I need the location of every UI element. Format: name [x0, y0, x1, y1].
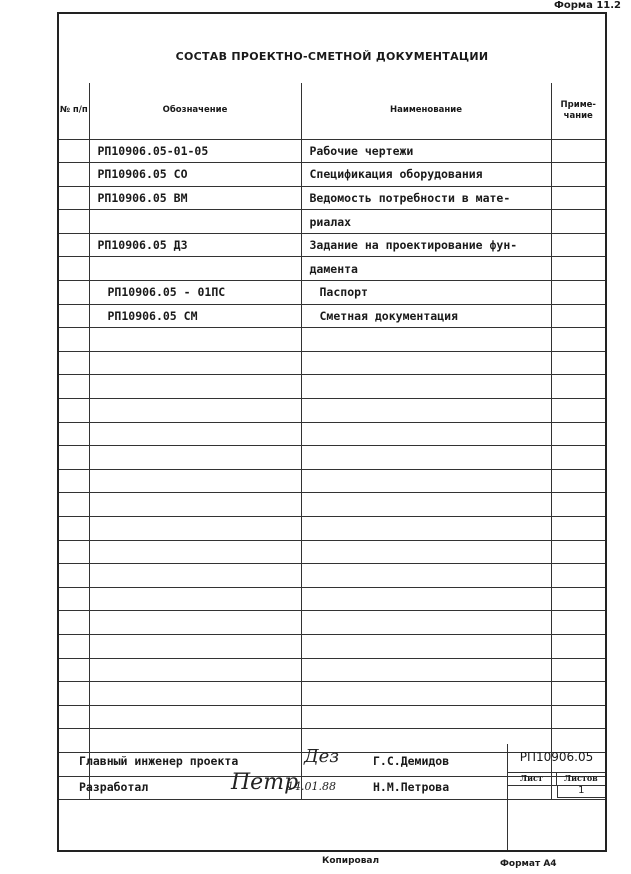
sheet-label: Лист [520, 773, 543, 783]
cell-designation: РП10906.05 - 01ПС [89, 281, 301, 305]
cell-name [301, 564, 551, 588]
cell-no [59, 540, 89, 564]
cell-designation [89, 493, 301, 517]
cell-designation: РП10906.05 ДЗ [89, 233, 301, 257]
cell-name [301, 540, 551, 564]
cell-designation [89, 351, 301, 375]
cell-designation [89, 399, 301, 423]
cell-designation [89, 469, 301, 493]
developer-signature: Петр [231, 770, 299, 795]
cell-note [551, 540, 605, 564]
cell-name [301, 422, 551, 446]
cell-note [551, 257, 605, 281]
cell-note [551, 233, 605, 257]
cell-designation: РП10906.05 СМ [89, 304, 301, 328]
empty-table-row [59, 469, 605, 493]
developer-name: Н.М.Петрова [373, 780, 450, 794]
cell-no [59, 634, 89, 658]
empty-table-row [59, 493, 605, 517]
cell-no [59, 210, 89, 234]
cell-note [551, 163, 605, 187]
cell-no [59, 304, 89, 328]
sheets-value: 1 [557, 785, 606, 798]
cell-designation [89, 564, 301, 588]
cell-note [551, 375, 605, 399]
cell-no [59, 233, 89, 257]
code-box [507, 744, 605, 850]
cell-no [59, 517, 89, 541]
cell-designation [89, 210, 301, 234]
cell-no [59, 422, 89, 446]
cell-no [59, 351, 89, 375]
cell-no [59, 281, 89, 305]
cell-name: Ведомость потребности в мате- [301, 186, 551, 210]
document-code: РП10906.05 [519, 750, 594, 764]
cell-designation [89, 682, 301, 706]
cell-note [551, 587, 605, 611]
cell-note [551, 328, 605, 352]
signature-date: 14.01.88 [287, 780, 336, 793]
sheet-header-row [508, 772, 605, 786]
cell-name: Сметная документация [301, 304, 551, 328]
cell-note [551, 304, 605, 328]
cell-no [59, 658, 89, 682]
title-block [59, 744, 605, 850]
table-body [59, 139, 605, 800]
column-header-no: № п/п [59, 83, 89, 139]
cell-name [301, 517, 551, 541]
documents-table [59, 83, 605, 800]
cell-name: Паспорт [301, 281, 551, 305]
cell-note [551, 422, 605, 446]
table-row [59, 257, 605, 281]
cell-note [551, 658, 605, 682]
empty-table-row [59, 517, 605, 541]
cell-no [59, 682, 89, 706]
cell-name [301, 682, 551, 706]
document-title: СОСТАВ ПРОЕКТНО-СМЕТНОЙ ДОКУМЕНТАЦИИ [175, 50, 489, 63]
empty-table-row [59, 658, 605, 682]
cell-no [59, 399, 89, 423]
chief-engineer-label: Главный инженер проекта [79, 754, 239, 768]
table-row [59, 210, 605, 234]
table-row [59, 139, 605, 163]
developer-label: Разработал [79, 780, 149, 794]
cell-name [301, 446, 551, 470]
empty-table-row [59, 399, 605, 423]
cell-designation [89, 634, 301, 658]
empty-table-row [59, 540, 605, 564]
cell-note [551, 705, 605, 729]
empty-table-row [59, 446, 605, 470]
cell-designation: РП10906.05 СО [89, 163, 301, 187]
cell-note [551, 210, 605, 234]
cell-designation: РП10906.05-01-05 [89, 139, 301, 163]
cell-name [301, 328, 551, 352]
cell-name [301, 658, 551, 682]
empty-table-row [59, 375, 605, 399]
cell-designation: РП10906.05 ВМ [89, 186, 301, 210]
chief-engineer-signature: Дез [304, 746, 340, 767]
table-row [59, 281, 605, 305]
cell-note [551, 493, 605, 517]
cell-no [59, 139, 89, 163]
cell-no [59, 469, 89, 493]
cell-note [551, 469, 605, 493]
cell-note [551, 611, 605, 635]
cell-name: Задание на проектирование фун- [301, 233, 551, 257]
empty-table-row [59, 328, 605, 352]
column-header-name: Наименование [301, 83, 551, 139]
cell-note [551, 564, 605, 588]
cell-name [301, 611, 551, 635]
cell-name [301, 634, 551, 658]
cell-note [551, 634, 605, 658]
cell-designation [89, 422, 301, 446]
cell-note [551, 446, 605, 470]
empty-table-row [59, 351, 605, 375]
cell-designation [89, 446, 301, 470]
cell-name: дамента [301, 257, 551, 281]
cell-note [551, 281, 605, 305]
cell-name [301, 469, 551, 493]
cell-designation [89, 540, 301, 564]
cell-designation [89, 328, 301, 352]
empty-table-row [59, 682, 605, 706]
cell-designation [89, 705, 301, 729]
cell-name [301, 705, 551, 729]
cell-name [301, 399, 551, 423]
table-header-row [59, 83, 605, 139]
table-row [59, 163, 605, 187]
cell-note [551, 517, 605, 541]
cell-name [301, 375, 551, 399]
column-header-designation: Обозначение [89, 83, 301, 139]
cell-note [551, 351, 605, 375]
cell-no [59, 186, 89, 210]
cell-name [301, 351, 551, 375]
empty-table-row [59, 611, 605, 635]
cell-no [59, 493, 89, 517]
cell-designation [89, 587, 301, 611]
document-frame [57, 12, 607, 852]
cell-no [59, 375, 89, 399]
cell-designation [89, 658, 301, 682]
cell-designation [89, 375, 301, 399]
table-row [59, 304, 605, 328]
cell-no [59, 328, 89, 352]
sheets-label: Листов [564, 773, 598, 783]
cell-no [59, 257, 89, 281]
empty-table-row [59, 564, 605, 588]
cell-designation [89, 611, 301, 635]
copied-label: Копировал [322, 856, 380, 866]
cell-designation [89, 517, 301, 541]
cell-note [551, 682, 605, 706]
cell-note [551, 139, 605, 163]
cell-name: Спецификация оборудования [301, 163, 551, 187]
cell-no [59, 705, 89, 729]
cell-name: Рабочие чертежи [301, 139, 551, 163]
cell-name [301, 493, 551, 517]
chief-engineer-name: Г.С.Демидов [373, 754, 450, 768]
cell-no [59, 611, 89, 635]
column-header-note: Приме-чание [551, 83, 605, 139]
cell-name [301, 587, 551, 611]
form-number-label: Форма 11.2 [553, 0, 621, 11]
cell-no [59, 587, 89, 611]
empty-table-row [59, 587, 605, 611]
table-row [59, 233, 605, 257]
empty-table-row [59, 422, 605, 446]
cell-no [59, 564, 89, 588]
empty-table-row [59, 634, 605, 658]
table-row [59, 186, 605, 210]
cell-no [59, 163, 89, 187]
format-label: Формат А4 [500, 859, 557, 869]
cell-note [551, 186, 605, 210]
cell-designation [89, 257, 301, 281]
cell-note [551, 399, 605, 423]
cell-no [59, 446, 89, 470]
empty-table-row [59, 705, 605, 729]
cell-name: риалах [301, 210, 551, 234]
